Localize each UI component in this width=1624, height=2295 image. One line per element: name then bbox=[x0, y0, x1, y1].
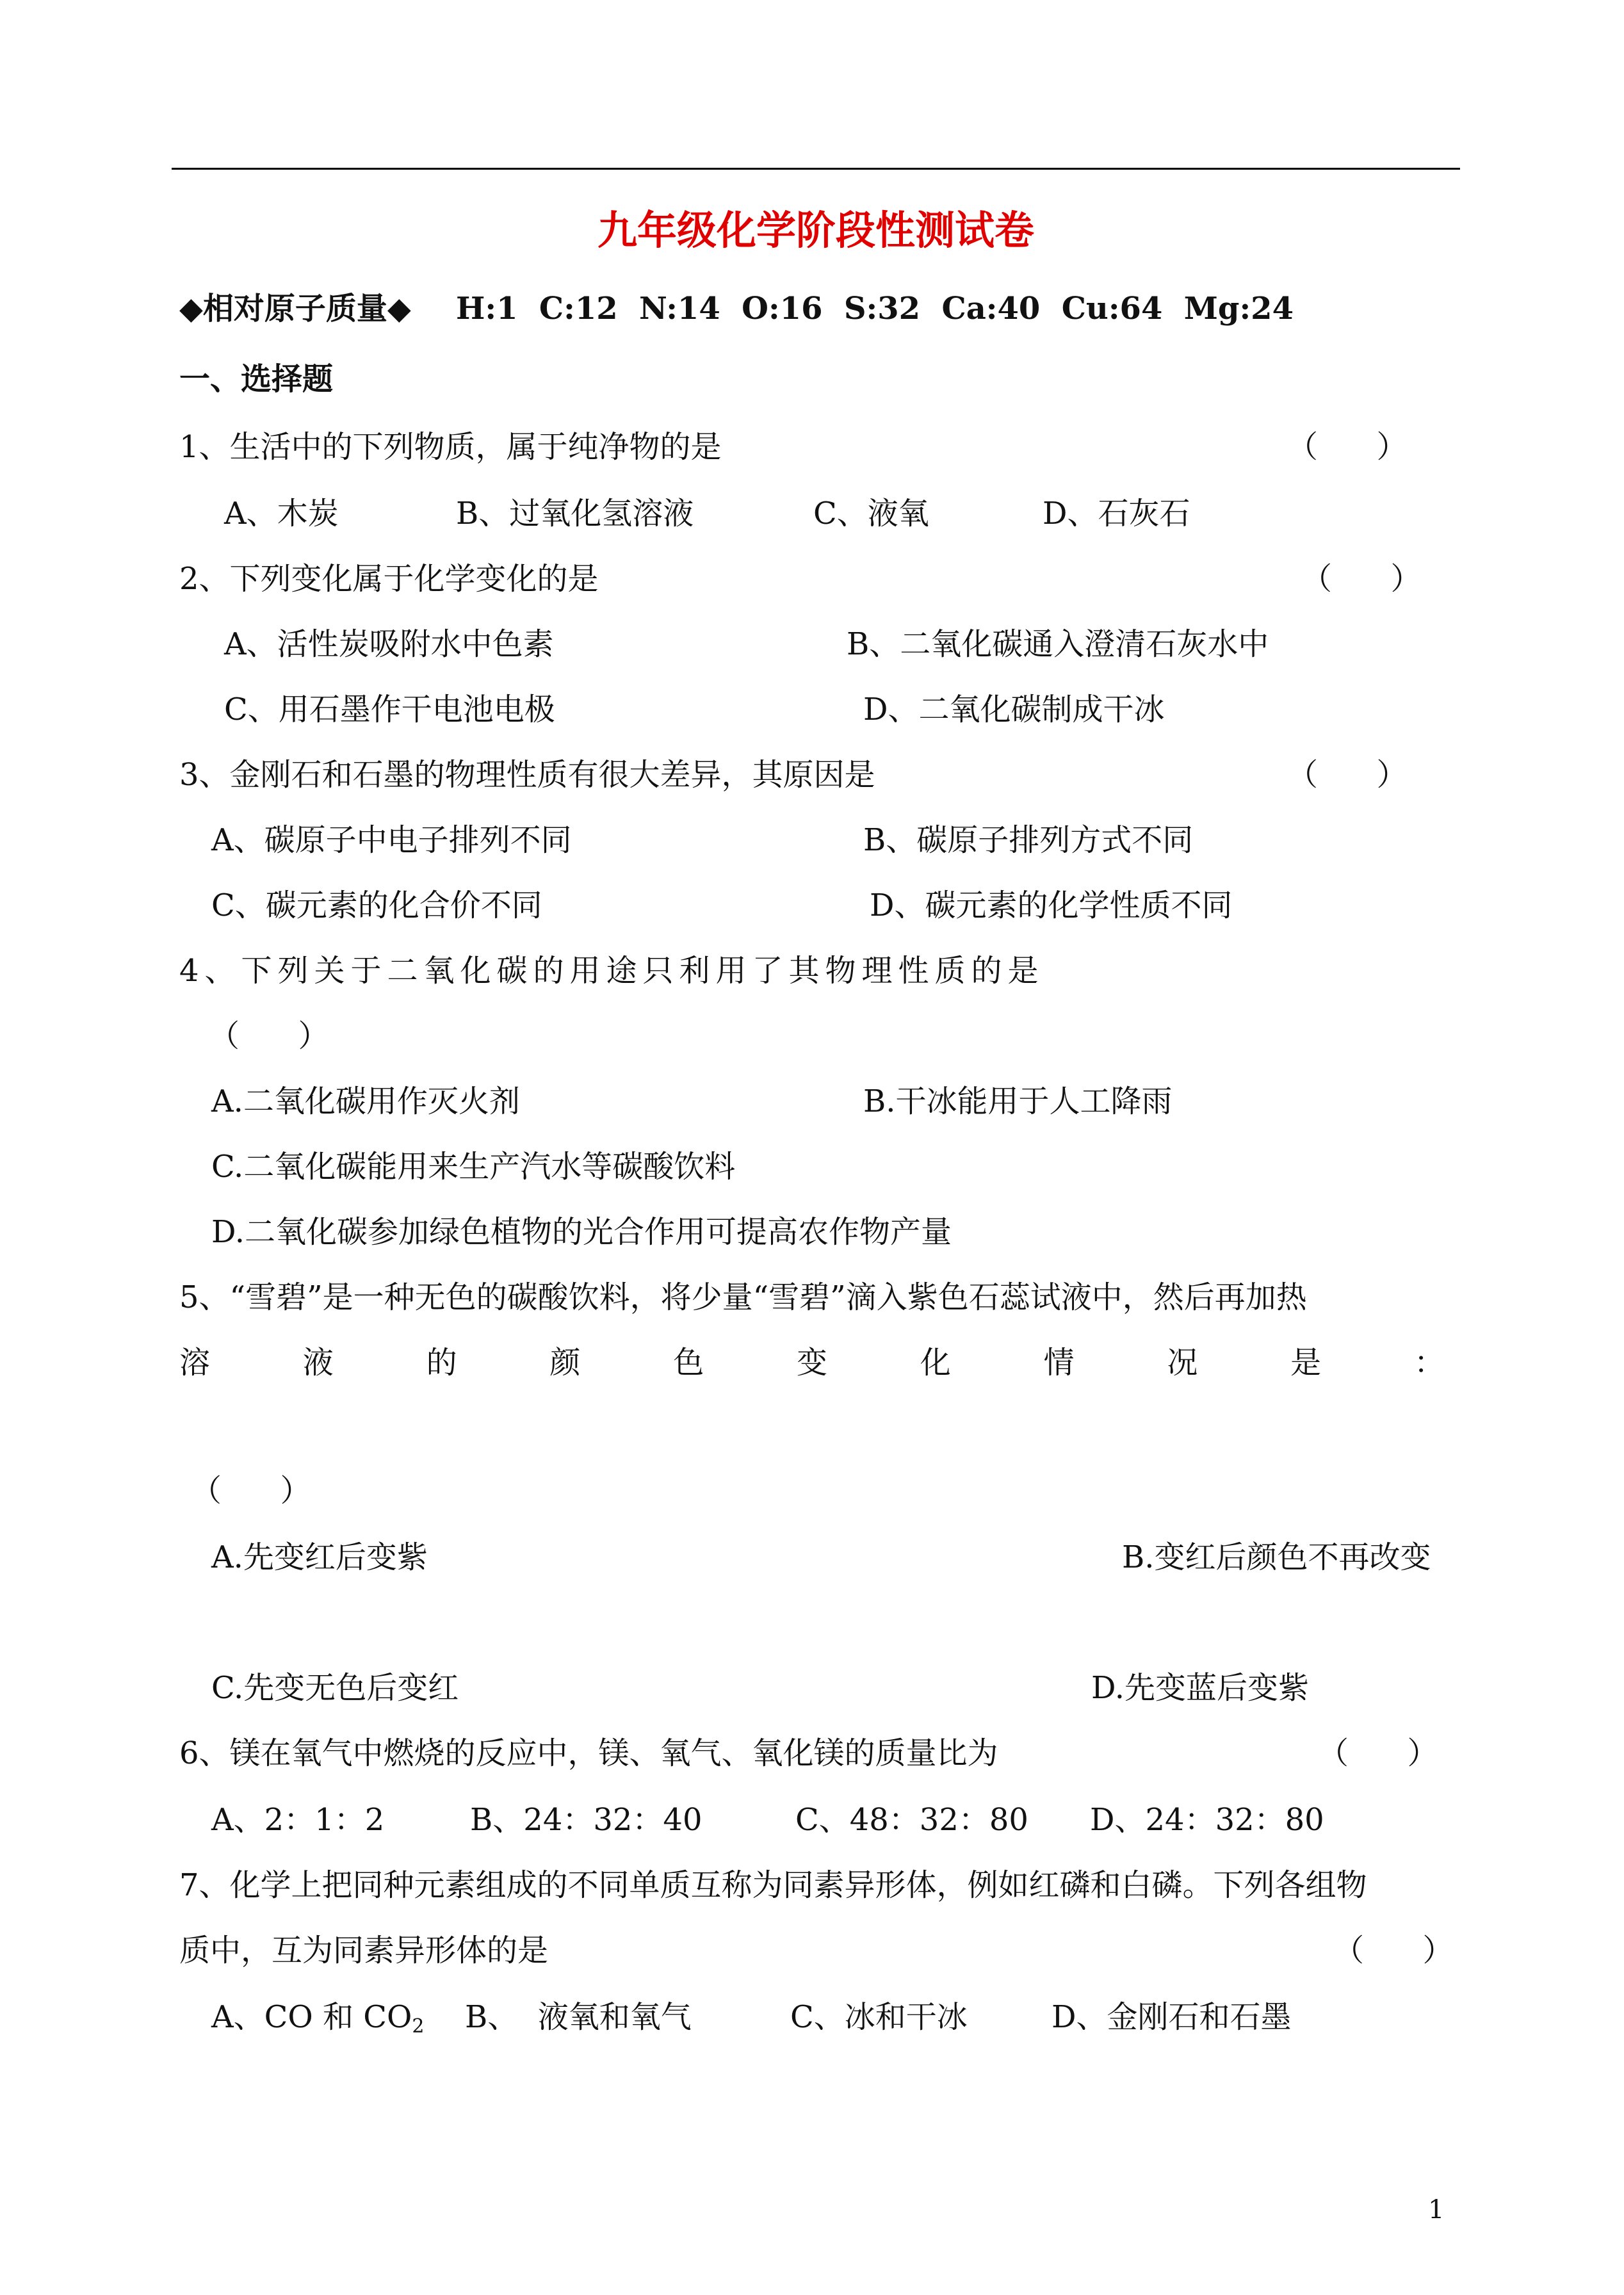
question-7-answer-paren: （ ） bbox=[1333, 1933, 1454, 1968]
question-6-option-b: B、24：32：40 bbox=[470, 1802, 702, 1838]
question-7-option-d: D、金刚石和石墨 bbox=[1052, 1999, 1292, 2035]
stem-char: 况 bbox=[1167, 1345, 1198, 1381]
stem-char: 的 bbox=[426, 1345, 457, 1381]
question-4-option-c: C.二氧化碳能用来生产汽水等碳酸饮料 bbox=[211, 1149, 736, 1185]
question-1-option-a: A、木炭 bbox=[224, 496, 339, 531]
section-heading: 一、选择题 bbox=[179, 361, 334, 397]
stem-char: 变 bbox=[796, 1345, 827, 1381]
question-3-answer-paren: （ ） bbox=[1287, 757, 1408, 793]
question-6-option-d: D、24：32：80 bbox=[1090, 1802, 1324, 1838]
question-1-option-c: C、液氧 bbox=[813, 496, 929, 531]
question-7-option-c: C、冰和干冰 bbox=[790, 1999, 968, 2035]
exam-title: 九年级化学阶段性测试卷 bbox=[597, 207, 1034, 254]
atomic-mass-label: ◆相对原子质量◆ bbox=[179, 291, 411, 327]
question-4-option-d: D.二氧化碳参加绿色植物的光合作用可提高农作物产量 bbox=[211, 1214, 952, 1250]
question-1-stem: 1、生活中的下列物质，属于纯净物的是 bbox=[179, 429, 722, 465]
question-1-answer-paren: （ ） bbox=[1287, 429, 1408, 465]
option-a-text: A、CO 和 CO bbox=[211, 1999, 412, 2035]
question-3-stem: 3、金刚石和石墨的物理性质有很大差异，其原因是 bbox=[179, 757, 875, 793]
subscript-2: 2 bbox=[412, 2015, 425, 2038]
question-5-option-b: B.变红后颜色不再改变 bbox=[1122, 1539, 1431, 1575]
stem-char: 化 bbox=[920, 1345, 951, 1381]
stem-char: 是 bbox=[1290, 1345, 1322, 1381]
question-3-option-d: D、碳元素的化学性质不同 bbox=[870, 888, 1233, 923]
question-2-option-c: C、用石墨作干电池电极 bbox=[224, 692, 555, 727]
question-4-answer-paren: （ ） bbox=[209, 1018, 329, 1054]
stem-char: 情 bbox=[1043, 1345, 1075, 1381]
question-2-option-b: B、二氧化碳通入澄清石灰水中 bbox=[847, 626, 1269, 662]
stem-char: 溶 bbox=[179, 1345, 211, 1381]
question-2-option-a: A、活性炭吸附水中色素 bbox=[224, 626, 554, 662]
question-2-stem: 2、下列变化属于化学变化的是 bbox=[179, 561, 599, 597]
question-4-stem: 4、下列关于二氧化碳的用途只利用了其物理性质的是 bbox=[179, 953, 1044, 989]
question-2-answer-paren: （ ） bbox=[1301, 561, 1422, 597]
stem-char: 液 bbox=[302, 1345, 334, 1381]
atomic-mass-values: H:1 C:12 N:14 O:16 S:32 Ca:40 Cu:64 Mg:24 bbox=[456, 291, 1294, 327]
question-3-option-c: C、碳元素的化合价不同 bbox=[211, 888, 542, 923]
question-5-answer-paren: （ ） bbox=[191, 1473, 311, 1509]
question-2-option-d: D、二氧化碳制成干冰 bbox=[863, 692, 1165, 727]
question-7-option-b: B、 液氧和氧气 bbox=[465, 1999, 692, 2035]
question-5-stem: 5、“雪碧”是一种无色的碳酸饮料，将少量“雪碧”滴入紫色石蕊试液中，然后再加热 bbox=[179, 1279, 1307, 1315]
stem-char: ： bbox=[1413, 1345, 1445, 1381]
question-3-option-a: A、碳原子中电子排列不同 bbox=[211, 822, 572, 858]
question-5-option-d: D.先变蓝后变紫 bbox=[1091, 1670, 1310, 1706]
question-6-option-a: A、2：1：2 bbox=[211, 1802, 385, 1838]
page-number: 1 bbox=[1428, 2195, 1445, 2225]
stem-char: 色 bbox=[673, 1345, 704, 1381]
question-6-stem: 6、镁在氧气中燃烧的反应中，镁、氧气、氧化镁的质量比为 bbox=[179, 1735, 998, 1771]
question-7-stem-line2: 质中，互为同素异形体的是 bbox=[179, 1933, 549, 1968]
question-1-option-b: B、过氧化氢溶液 bbox=[456, 496, 694, 531]
question-6-answer-paren: （ ） bbox=[1318, 1735, 1438, 1771]
question-1-option-d: D、石灰石 bbox=[1043, 496, 1190, 531]
question-5-stem-line2 bbox=[179, 1343, 1445, 1382]
question-7-option-a bbox=[211, 1998, 424, 2036]
stem-char: 颜 bbox=[549, 1345, 581, 1381]
question-4-option-a: A.二氧化碳用作灭火剂 bbox=[211, 1083, 520, 1119]
question-7-stem: 7、化学上把同种元素组成的不同单质互称为同素异形体，例如红磷和白磷。下列各组物 bbox=[179, 1867, 1367, 1903]
question-5-option-c: C.先变无色后变红 bbox=[211, 1670, 459, 1706]
question-4-option-b: B.干冰能用于人工降雨 bbox=[863, 1083, 1173, 1119]
header-rule bbox=[172, 168, 1460, 170]
question-5-option-a: A.先变红后变紫 bbox=[211, 1539, 428, 1575]
question-6-option-c: C、48：32：80 bbox=[795, 1802, 1028, 1838]
question-3-option-b: B、碳原子排列方式不同 bbox=[863, 822, 1194, 858]
